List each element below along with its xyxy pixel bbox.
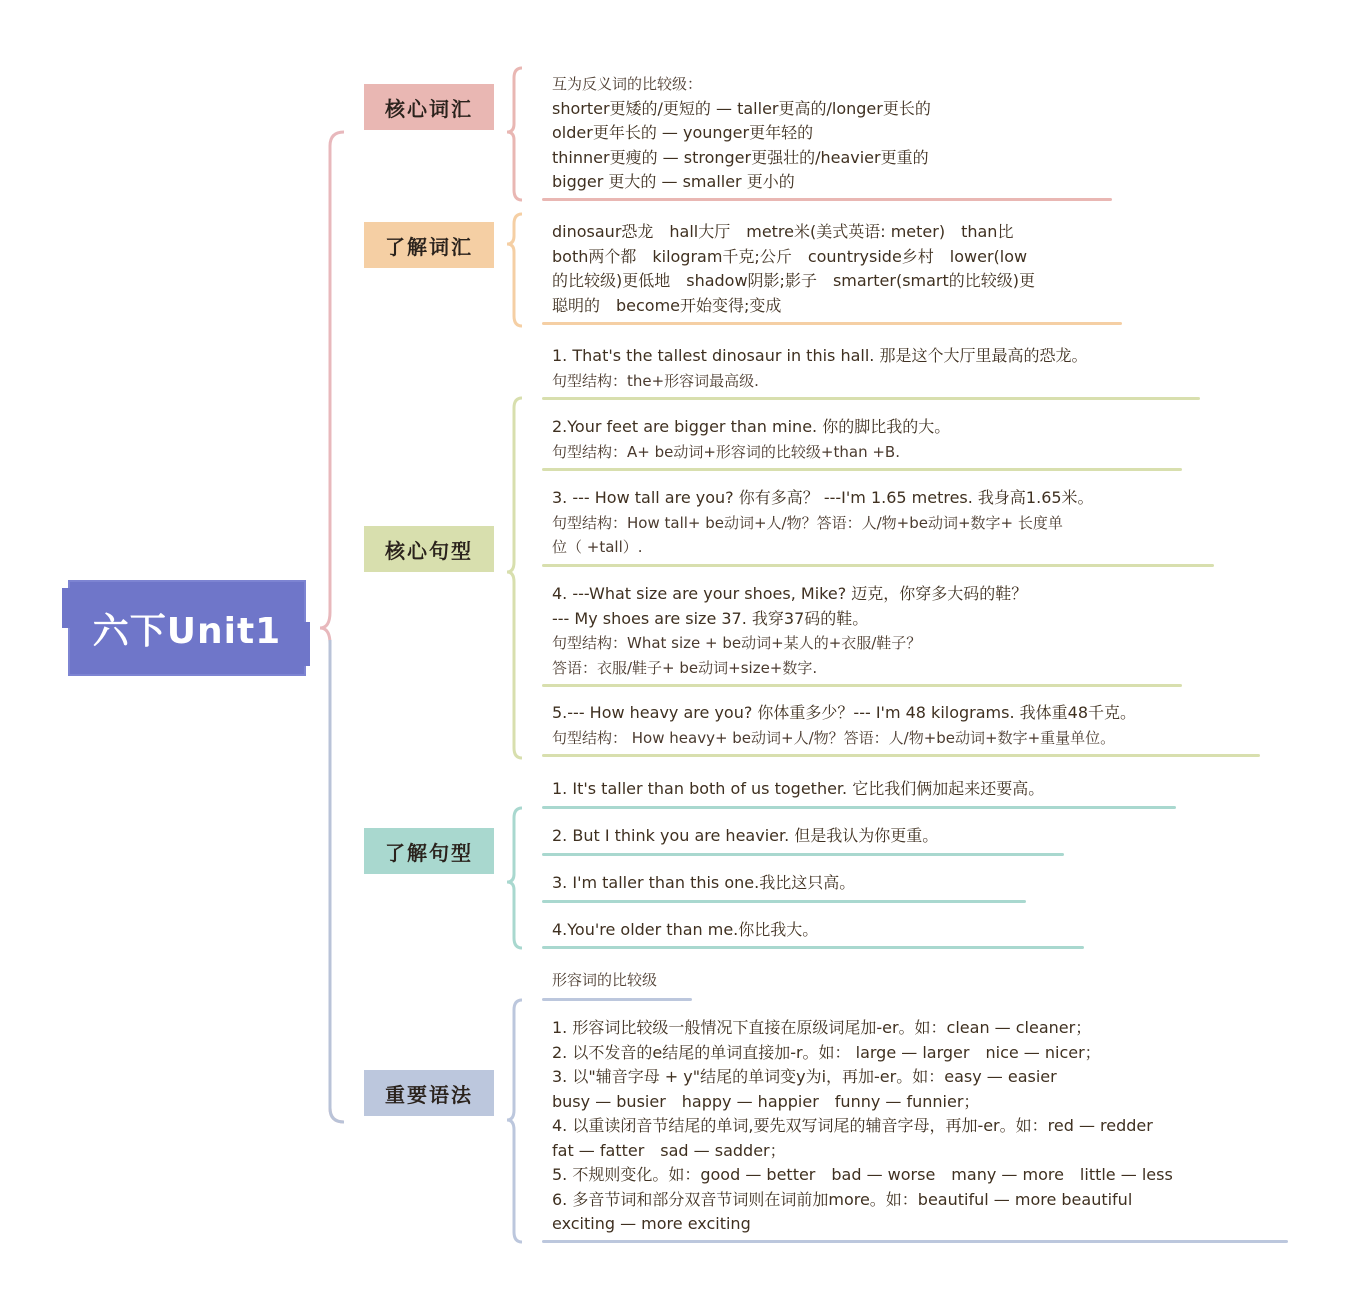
- branch-label: 了解句型: [385, 840, 473, 865]
- leaf-core-sentence-1[interactable]: [552, 344, 1087, 393]
- leaf-line: 1. 形容词比较级一般情况下直接在原级词尾加-er。如：clean — cleaner；: [552, 1018, 1092, 1037]
- leaf-line: 6. 多音节词和部分双音节词则在词前加more。如：beautiful — more beautiful: [552, 1189, 1133, 1209]
- leaf-extra-vocabulary[interactable]: [552, 220, 1035, 318]
- leaf-underline: [542, 1240, 1288, 1243]
- leaf-line: busy — busier happy — happier funny — funnier；: [552, 1091, 980, 1111]
- leaf-underline: [542, 397, 1200, 400]
- leaf-underline: [542, 198, 1112, 201]
- leaf-line: dinosaur恐龙 hall大厅 metre米(美式英语: meter) than比: [552, 222, 1014, 241]
- leaf-underline: [542, 806, 1176, 809]
- leaf-core-sentence-2[interactable]: [552, 415, 950, 464]
- leaf-core-sentence-5[interactable]: [552, 701, 1136, 750]
- branch-extra-vocabulary[interactable]: [364, 222, 494, 268]
- leaf-line: 2.Your feet are bigger than mine. 你的脚比我的大。: [552, 417, 951, 436]
- leaf-extra-sentence-4[interactable]: [552, 918, 818, 943]
- branch-label: 核心词汇: [385, 96, 473, 121]
- branch-label: 重要语法: [385, 1082, 473, 1107]
- leaf-line: 2. But I think you are heavier. 但是我认为你更重。: [552, 826, 939, 845]
- leaf-line: 答语：衣服/鞋子+ be动词+size+数字.: [552, 658, 818, 677]
- leaf-line: 1. It's taller than both of us together. 它比我们俩加起来还要高。: [552, 779, 1045, 798]
- leaf-extra-sentence-2[interactable]: [552, 824, 938, 849]
- leaf-line: 互为反义词的比较级：: [552, 75, 703, 93]
- leaf-underline: [542, 684, 1182, 687]
- leaf-underline: [542, 754, 1260, 757]
- leaf-underline: [542, 853, 1064, 856]
- leaf-line: 4. ---What size are your shoes, Mike? 迈克，你穿多大码的鞋？: [552, 584, 1028, 603]
- leaf-underline: [542, 564, 1214, 567]
- root-topic[interactable]: [68, 580, 306, 676]
- leaf-line: 句型结构：What size + be动词+某人的+衣服/鞋子？: [552, 634, 922, 652]
- leaf-line: exciting — more exciting: [552, 1214, 751, 1233]
- leaf-line: 5. 不规则变化。如：good — better bad — worse many — more little — less: [552, 1165, 1173, 1184]
- leaf-line: 1. That's the tallest dinosaur in this hall. 那是这个大厅里最高的恐龙。: [552, 346, 1088, 365]
- leaf-line: 句型结构：the+形容词最高级.: [552, 371, 759, 390]
- leaf-underline: [542, 322, 1122, 325]
- branch-core-sentences[interactable]: [364, 526, 494, 572]
- leaf-extra-sentence-1[interactable]: [552, 777, 1044, 802]
- leaf-line: both两个都 kilogram千克;公斤 countryside乡村 lower(low: [552, 246, 1028, 266]
- branch-grammar[interactable]: [364, 1070, 494, 1116]
- leaf-line: 5.--- How heavy are you? 你体重多少？--- I'm 48 kilograms. 我体重48千克。: [552, 703, 1136, 722]
- leaf-line: 3. --- How tall are you? 你有多高？ ---I'm 1.65 metres. 我身高1.65米。: [552, 488, 1094, 507]
- leaf-line: --- My shoes are size 37. 我穿37码的鞋。: [552, 608, 869, 628]
- leaf-grammar-title[interactable]: [552, 968, 657, 993]
- leaf-underline: [542, 998, 692, 1001]
- leaf-grammar-rules[interactable]: [552, 1016, 1173, 1237]
- leaf-line: 句型结构：A+ be动词+形容词的比较级+than +B.: [552, 442, 900, 461]
- leaf-line: 的比较级)更低地 shadow阴影;影子 smarter(smart的比较级)更: [552, 271, 1036, 290]
- branch-label: 核心句型: [385, 538, 473, 563]
- leaf-line: 4.You're older than me.你比我大。: [552, 920, 819, 939]
- branch-extra-sentences[interactable]: [364, 828, 494, 874]
- leaf-underline: [542, 900, 1026, 903]
- leaf-core-sentence-4[interactable]: [552, 582, 1027, 680]
- leaf-line: 句型结构：How tall+ be动词+人/物？答语：人/物+be动词+数字+ 长度单: [552, 513, 1063, 532]
- leaf-extra-sentence-3[interactable]: [552, 871, 855, 896]
- leaf-line: thinner更瘦的 — stronger更强壮的/heavier更重的: [552, 147, 929, 167]
- leaf-core-vocabulary[interactable]: [552, 72, 931, 195]
- leaf-line: 形容词的比较级: [552, 971, 658, 989]
- leaf-underline: [542, 946, 1084, 949]
- leaf-core-sentence-3[interactable]: [552, 486, 1094, 560]
- leaf-underline: [542, 468, 1182, 471]
- leaf-line: shorter更矮的/更短的 — taller更高的/longer更长的: [552, 98, 931, 118]
- leaf-line: fat — fatter sad — sadder；: [552, 1140, 786, 1160]
- leaf-line: 3. 以"辅音字母 + y"结尾的单词变y为i，再加-er。如：easy — easier: [552, 1067, 1057, 1086]
- branch-label: 了解词汇: [385, 234, 473, 259]
- branch-core-vocabulary[interactable]: [364, 84, 494, 130]
- leaf-line: 句型结构： How heavy+ be动词+人/物？答语：人/物+be动词+数字+重量单位。: [552, 728, 1116, 747]
- leaf-line: 位（ +tall）.: [552, 538, 643, 556]
- root-topic-label: 六下Unit1: [92, 610, 282, 652]
- leaf-line: older更年长的 — younger更年轻的: [552, 123, 814, 142]
- leaf-line: 3. I'm taller than this one.我比这只高。: [552, 873, 856, 892]
- leaf-line: 4. 以重读闭音节结尾的单词,要先双写词尾的辅音字母，再加-er。如：red — redder: [552, 1116, 1153, 1135]
- leaf-line: bigger 更大的 — smaller 更小的: [552, 172, 795, 191]
- leaf-line: 聪明的 become开始变得;变成: [552, 295, 782, 315]
- leaf-line: 2. 以不发音的e结尾的单词直接加-r。如： large — larger nice — nicer；: [552, 1042, 1101, 1062]
